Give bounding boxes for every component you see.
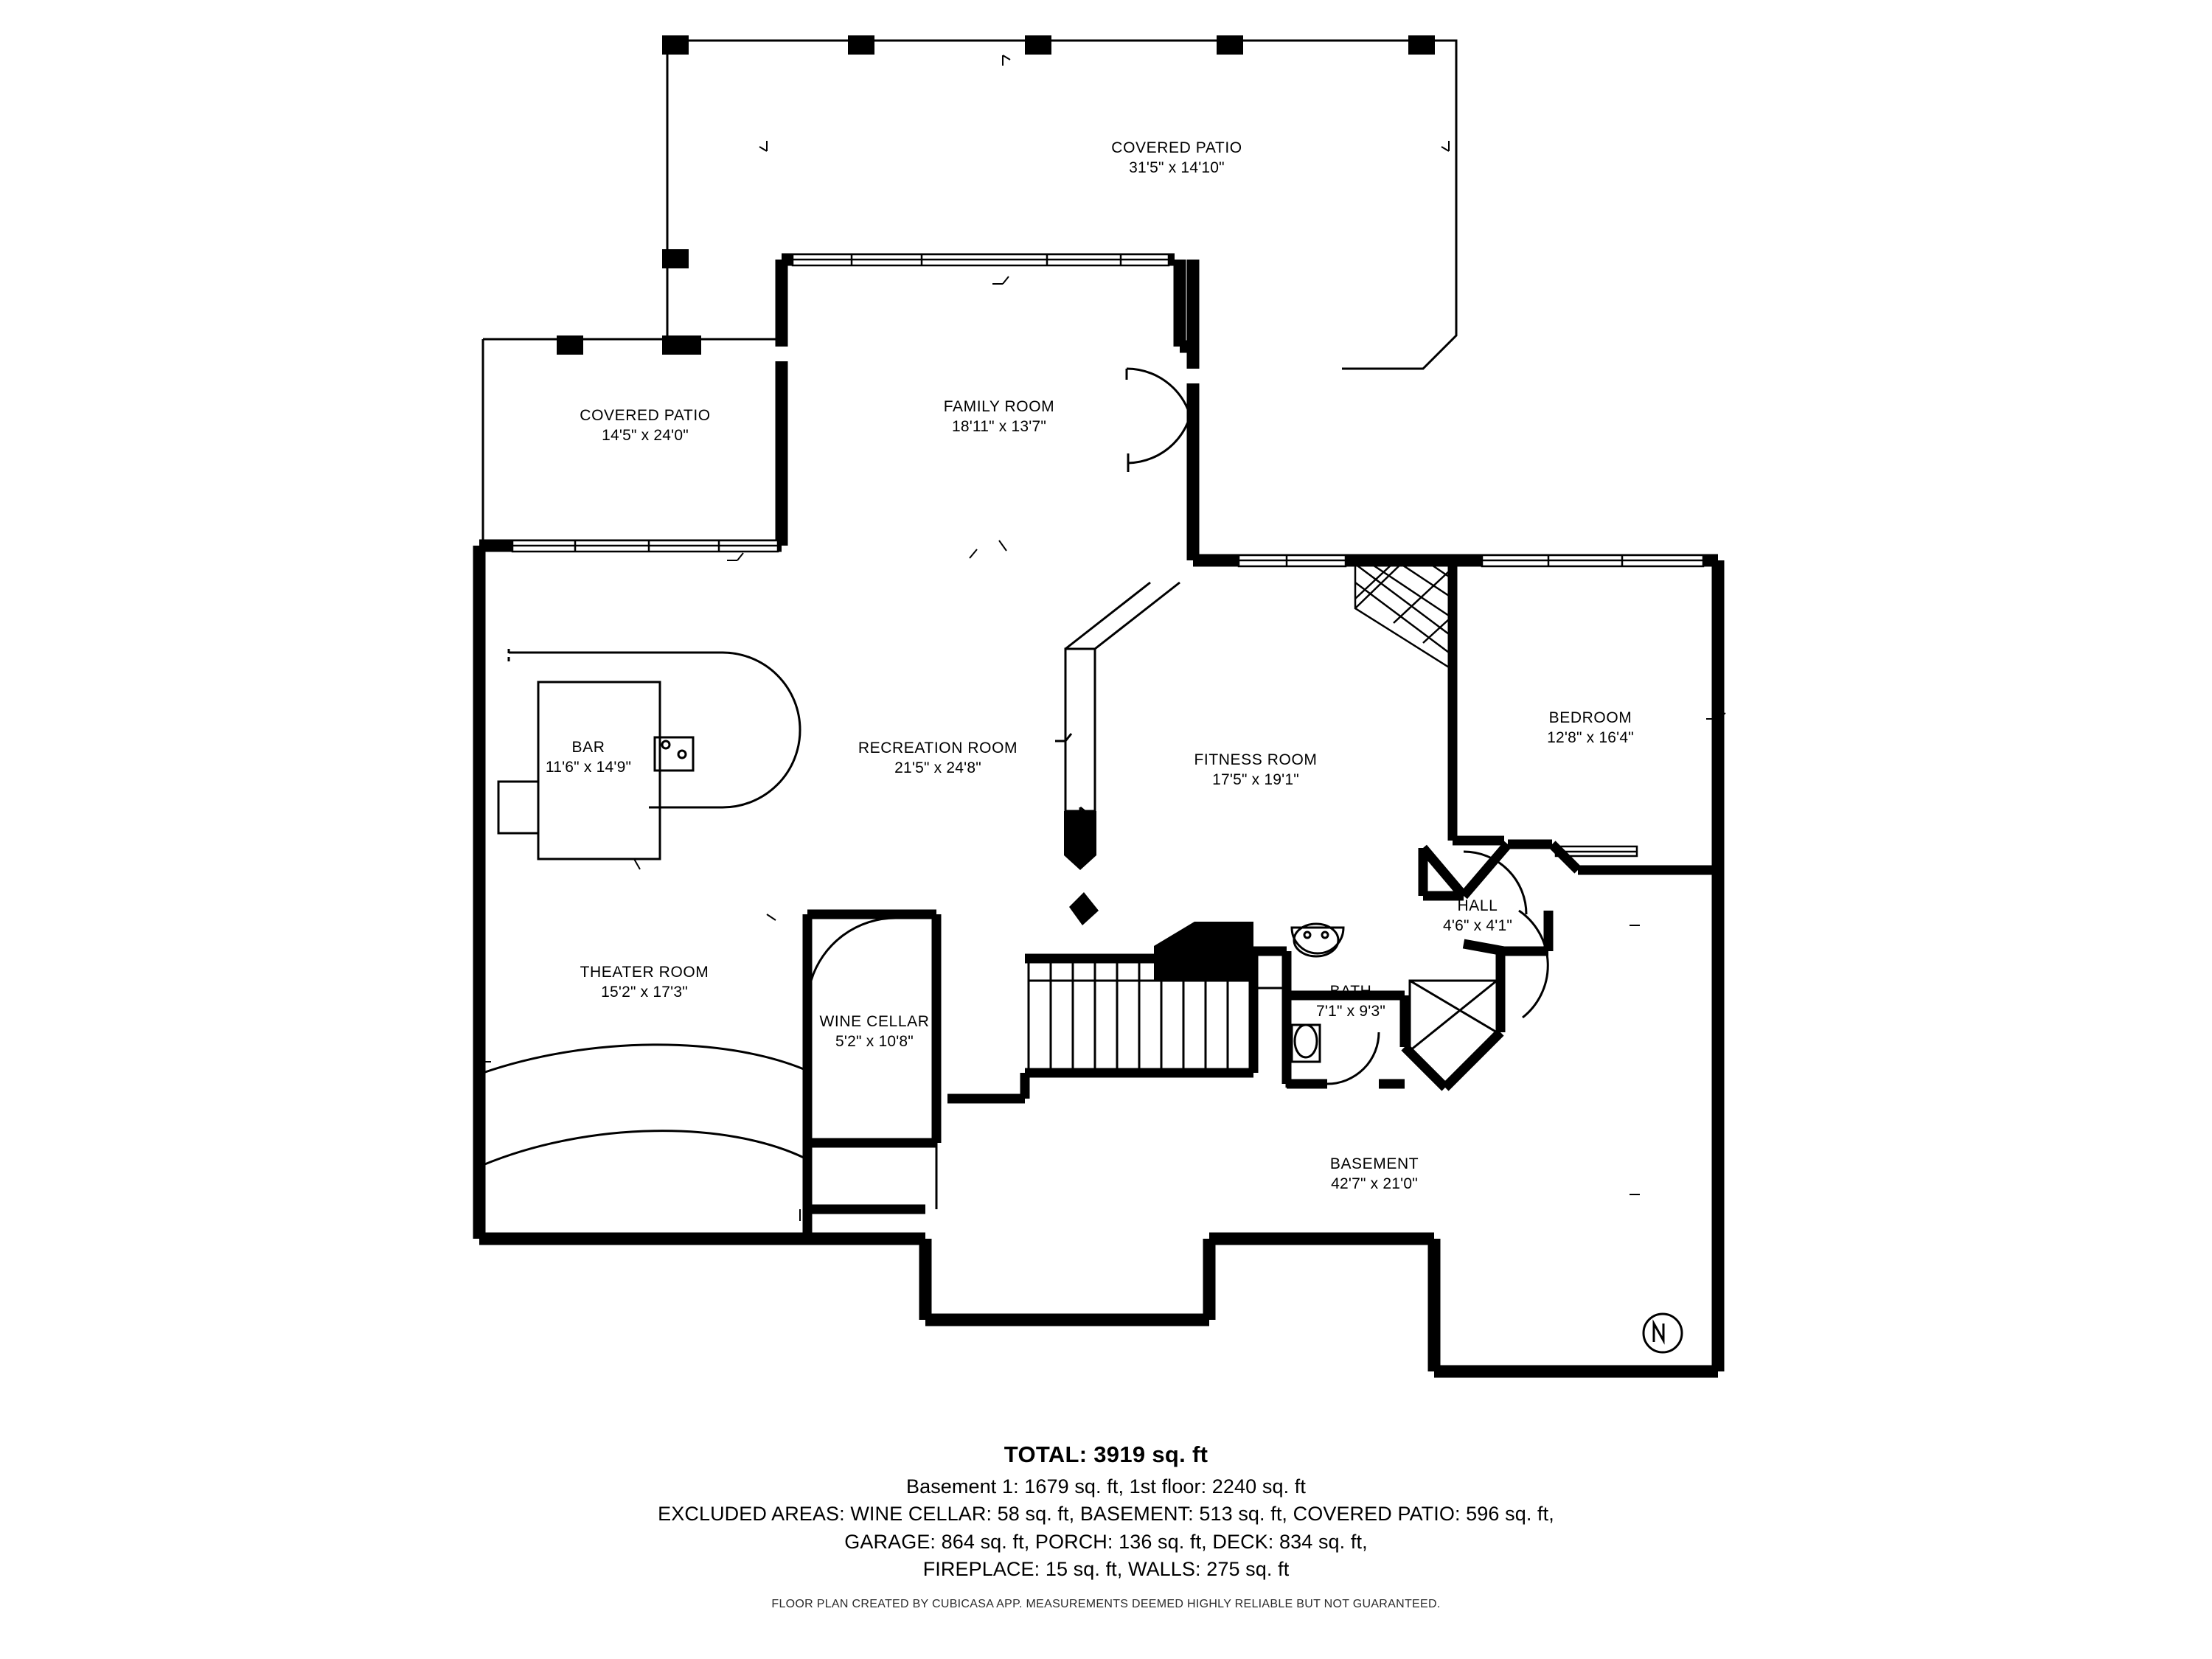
entry-opening-lines: [1055, 582, 1180, 818]
fireplace-hearth: [1064, 811, 1096, 870]
room-label-wine-cellar: WINE CELLAR 5'2" x 10'8": [819, 1013, 930, 1050]
total-area-text: TOTAL: 3919 sq. ft: [1004, 1441, 1208, 1467]
stair-landing: [1154, 922, 1253, 981]
excluded-areas-line-3: FIREPLACE: 15 sq. ft, WALLS: 275 sq. ft: [922, 1557, 1290, 1580]
excluded-areas-line-1: EXCLUDED AREAS: WINE CELLAR: 58 sq. ft, BASEMENT: 513 sq. ft, COVERED PATIO: 596 sq. ft,: [658, 1503, 1554, 1526]
compass-icon: [1644, 1314, 1682, 1352]
theater-seating: [483, 1045, 804, 1165]
misc-details: [936, 951, 1287, 1209]
room-label-fitness-room: FITNESS ROOM 17'5" x 19'1": [1194, 751, 1318, 788]
interior-walls: [807, 560, 1718, 1239]
room-label-hall: HALL 4'6" x 4'1": [1442, 897, 1513, 934]
covered-patio-left-outline: [483, 339, 782, 546]
bar-counter: [498, 649, 800, 859]
room-label-family-room: FAMILY ROOM 18'11" x 13'7": [943, 398, 1055, 435]
fireplace-flue: [1065, 649, 1095, 811]
room-label-basement: BASEMENT 42'7" x 21'0": [1329, 1155, 1419, 1192]
room-label-covered-patio-2: COVERED PATIO 14'5" x 24'0": [580, 407, 711, 444]
tile-hatch-area: [1355, 564, 1449, 667]
area-summary: [0, 1441, 2212, 1611]
excluded-areas-line-2: GARAGE: 864 sq. ft, PORCH: 136 sq. ft, DECK: 834 sq. ft,: [844, 1530, 1368, 1553]
stair-direction-arrow: [1069, 892, 1099, 925]
room-label-theater-room: THEATER ROOM 15'2" x 17'3": [580, 964, 709, 1001]
room-label-bar: BAR 11'6" x 14'9": [545, 739, 632, 776]
room-label-bath: BATH 7'1" x 9'3": [1315, 983, 1386, 1020]
room-label-covered-patio-1: COVERED PATIO 31'5" x 14'10": [1111, 139, 1242, 176]
exterior-walls: [479, 260, 1718, 1371]
floor-breakdown-text: Basement 1: 1679 sq. ft, 1st floor: 2240 sq. ft: [905, 1475, 1306, 1498]
room-label-bedroom: BEDROOM 12'8" x 16'4": [1547, 709, 1634, 746]
disclaimer-text: FLOOR PLAN CREATED BY CUBICASA APP. MEASUREMENTS DEEMED HIGHLY RELIABLE BUT NOT GUARANTEED.: [771, 1598, 1441, 1610]
room-label-recreation-room: RECREATION ROOM 21'5" x 24'8": [858, 740, 1018, 776]
